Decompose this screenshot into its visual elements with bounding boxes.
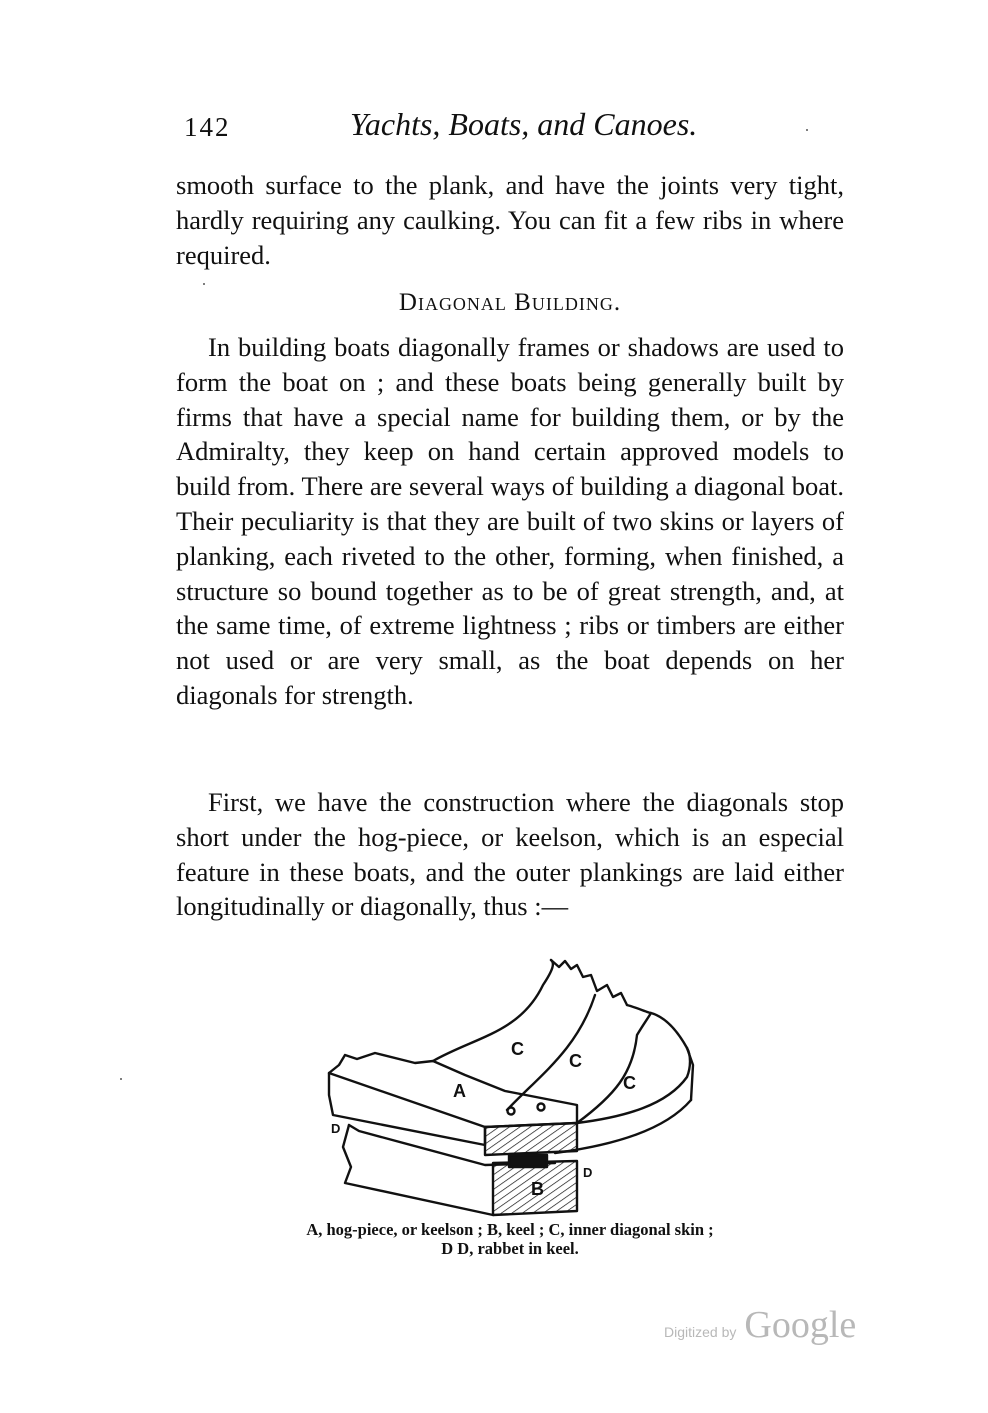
continued-paragraph: smooth surface to the plank, and have the joints very tight, hardly requiring any caulking. You can fit a few ribs in where required. (176, 170, 844, 270)
skin-seam-2 (577, 1013, 651, 1123)
label-d-right: D (583, 1165, 593, 1180)
digitized-by-text: Digitized by (664, 1324, 737, 1340)
label-a: A (453, 1081, 466, 1101)
rabbet-slot (509, 1155, 547, 1167)
paragraph-diagonal-building: In building boats diagonally frames or shadows are used to form the boat on ; and these boats being generally built by firms that have a special name for building them, or by the Admiralty, they keep on hand certain approved models to build from. There are several ways of building a diagonal boat. Their peculiarity is that they are built of two skins or layers of planking, each riveted to the other, forming, when finished, a structure so bound together as to be of great strength, and, at the same time, of extreme lightness ; ribs or timbers are either not used or are very small, as the boat depends on her diagonals for strength. (176, 332, 844, 710)
google-watermark (664, 1303, 856, 1347)
paragraph-first-construction: First, we have the construction where the diagonals stop short under the hog-piece, or keelson, which is an especial feature in these boats, and the outer plankings are laid either longitudinally or diagonally, thus :— (176, 787, 844, 922)
label-c2: C (569, 1051, 582, 1071)
label-b: B (531, 1179, 544, 1199)
page-speck (203, 283, 205, 285)
figure-caption (250, 1220, 770, 1258)
caption-line-1: A, hog-piece, or keelson ; B, keel ; C, inner diagonal skin ; (306, 1220, 714, 1239)
diagram-svg (315, 955, 705, 1225)
label-c1: C (511, 1039, 524, 1059)
label-d-left: D (331, 1121, 341, 1136)
page-number: 142 (184, 112, 231, 142)
bolt-hole (538, 1104, 545, 1111)
section-heading: Diagonal Building. (398, 289, 622, 316)
caption-line-2: D D, rabbet in keel. (441, 1239, 579, 1258)
running-title: Yachts, Boats, and Canoes. (350, 106, 698, 142)
bolt-hole (508, 1108, 515, 1115)
hog-piece-keel-diagram (315, 955, 705, 1225)
page-speck (806, 129, 808, 131)
hog-piece-end (485, 1123, 577, 1155)
inner-skin-outer-edge (433, 960, 553, 1061)
skin-top-broken-edge (551, 960, 627, 1005)
keel-side (343, 1125, 493, 1215)
label-c3: C (623, 1073, 636, 1093)
google-logo-text: Google (744, 1304, 857, 1346)
page-speck (120, 1078, 122, 1080)
